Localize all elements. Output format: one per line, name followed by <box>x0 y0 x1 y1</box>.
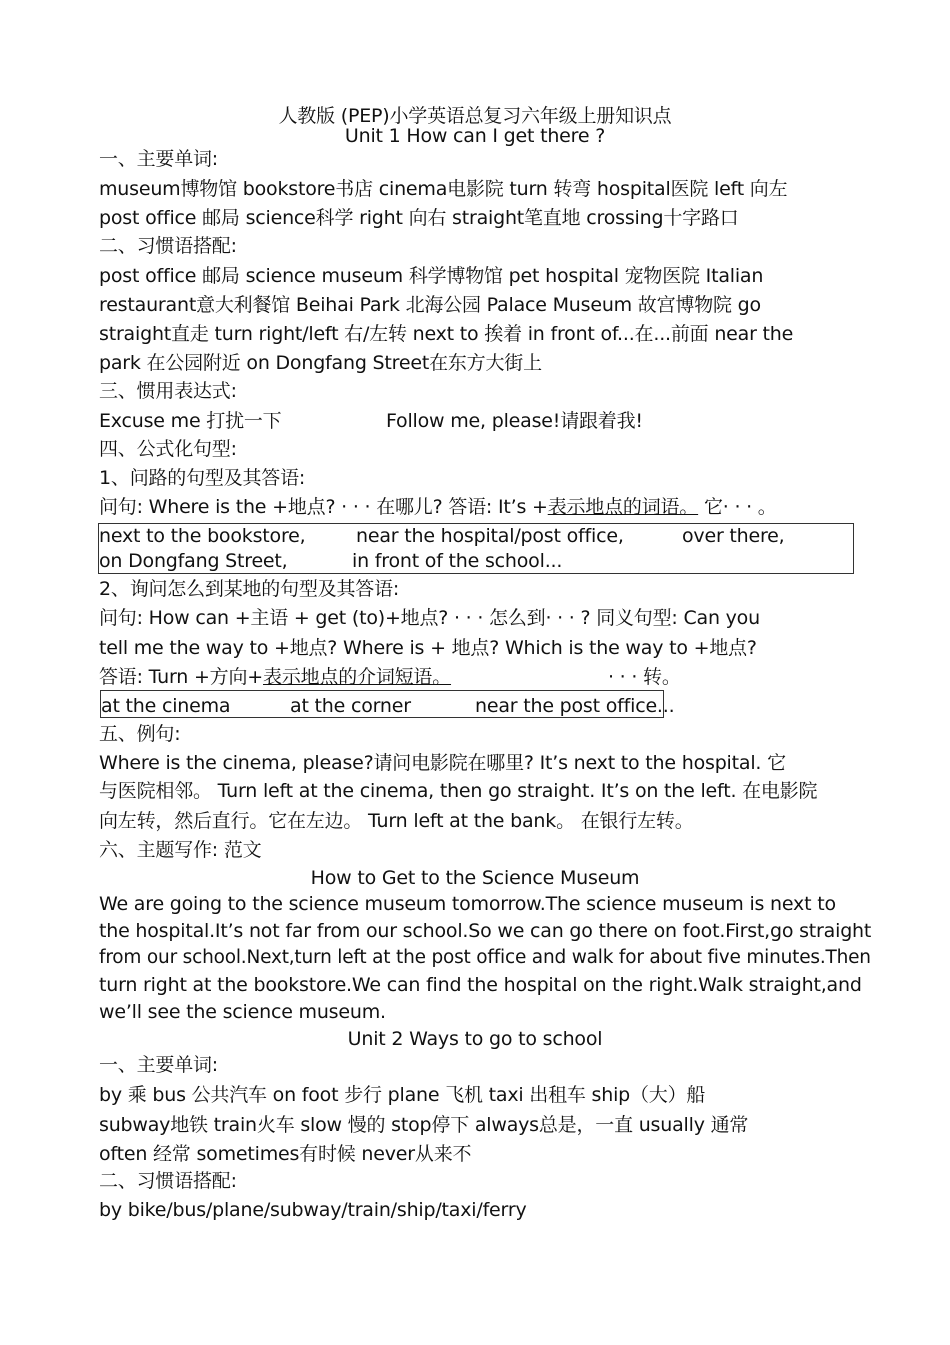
unit1-words-line2: post office 邮局 science科学 right 向右 straight笔直地 crossing十字路口 <box>99 207 739 229</box>
unit1-title: Unit 1 How can I get there ? <box>344 125 606 147</box>
unit1-example-line1: Where is the cinema, please?请问电影院在哪里? It’s next to the hospital. 它 <box>99 752 786 774</box>
unit1-pattern2-line2: tell me the way to +地点? Where is + 地点? Which is the way to +地点? <box>99 637 757 659</box>
unit1-pattern2-answer <box>99 665 451 689</box>
essay-line3: from our school.Next,turn left at the post office and walk for about five minutes.Then <box>99 947 871 968</box>
unit1-pattern1-line <box>99 495 777 519</box>
unit2-words-line2: subway地铁 train火车 slow 慢的 stop停下 always总是，一直 usually 通常 <box>99 1114 749 1136</box>
essay-title: How to Get to the Science Museum <box>310 867 640 889</box>
unit1-heading-words: 一、主要单词: <box>99 148 219 170</box>
unit2-phrases-line1: by bike/bus/plane/subway/train/ship/taxi/ferry <box>99 1199 527 1221</box>
unit1-heading-examples: 五、例句: <box>99 723 181 745</box>
box1-near: near the hospital/post office, <box>356 525 624 547</box>
unit1-example-line2: 与医院相邻。 Turn left at the cinema, then go straight. It’s on the left. 在电影院 <box>99 780 818 802</box>
box2-at-corner: at the corner <box>290 695 411 717</box>
pattern2-underlined: 表示地点的介词短语。 <box>263 666 452 688</box>
unit1-heading-phrases: 二、习惯语搭配: <box>99 235 237 257</box>
unit1-phrases-line4: park 在公园附近 on Dongfang Street在东方大街上 <box>99 352 542 374</box>
unit1-phrases-line1: post office 邮局 science museum 科学博物馆 pet hospital 宠物医院 Italian <box>99 265 764 287</box>
unit1-pattern1-title: 1、问路的句型及其答语: <box>99 467 306 489</box>
pattern2-answer-tail: · · · 转。 <box>608 666 681 688</box>
unit1-heading-expressions: 三、惯用表达式: <box>99 380 237 402</box>
unit2-words-line1: by 乘 bus 公共汽车 on foot 步行 plane 飞机 taxi 出租车 ship（大）船 <box>99 1084 706 1106</box>
unit2-heading-phrases: 二、习惯语搭配: <box>99 1170 237 1192</box>
unit1-pattern2-line1: 问句: How can +主语 + get (to)+地点? · · · 怎么到· · · ? 同义句型: Can you <box>99 607 760 629</box>
unit1-phrases-line2: restaurant意大利餐馆 Beihai Park 北海公园 Palace Museum 故宫博物院 go <box>99 294 761 316</box>
box1-over-there: over there, <box>682 525 785 547</box>
document-title: 人教版 (PEP)小学英语总复习六年级上册知识点 <box>278 105 672 127</box>
box2-at-cinema: at the cinema <box>101 695 231 717</box>
box1-in-front: in front of the school... <box>352 550 563 572</box>
unit1-expression-excuse: Excuse me 打扰一下 <box>99 410 282 432</box>
unit1-example-line3: 向左转，然后直行。它在左边。 Turn left at the bank。 在银行左转。 <box>99 810 694 832</box>
essay-line4: turn right at the bookstore.We can find the hospital on the right.Walk straight,and <box>99 974 862 996</box>
unit1-expression-follow: Follow me, please!请跟着我! <box>386 410 643 432</box>
unit1-phrases-line3: straight直走 turn right/left 右/左转 next to 挨着 in front of...在...前面 near the <box>99 323 794 345</box>
unit2-heading-words: 一、主要单词: <box>99 1054 219 1076</box>
essay-line2: the hospital.It’s not far from our school.So we can go there on foot.First,go straight <box>99 920 872 942</box>
unit1-heading-patterns: 四、公式化句型: <box>99 438 237 460</box>
essay-line5: we’ll see the science museum. <box>99 1001 386 1023</box>
pattern1-tail: 它· · · 。 <box>698 496 777 518</box>
unit2-words-line3: often 经常 sometimes有时候 never从来不 <box>99 1143 472 1165</box>
box2-near-post-office: near the post office... <box>475 695 675 717</box>
unit1-heading-writing: 六、主题写作: 范文 <box>99 839 262 861</box>
essay-line1: We are going to the science museum tomorrow.The science museum is next to <box>99 893 836 915</box>
unit1-words-line1: museum博物馆 bookstore书店 cinema电影院 turn 转弯 hospital医院 left 向左 <box>99 178 788 200</box>
box1-next-to: next to the bookstore, <box>99 525 306 547</box>
pattern2-answer-head: 答语: Turn +方向+ <box>99 666 264 688</box>
unit1-pattern2-title: 2、询问怎么到某地的句型及其答语: <box>99 578 400 600</box>
pattern1-underlined: 表示地点的词语。 <box>547 496 699 518</box>
unit2-title: Unit 2 Ways to go to school <box>347 1028 603 1050</box>
box1-on-street: on Dongfang Street, <box>99 550 288 572</box>
pattern1-question: 问句: Where is the +地点? · · · 在哪儿? 答语: It’s + <box>99 496 548 518</box>
